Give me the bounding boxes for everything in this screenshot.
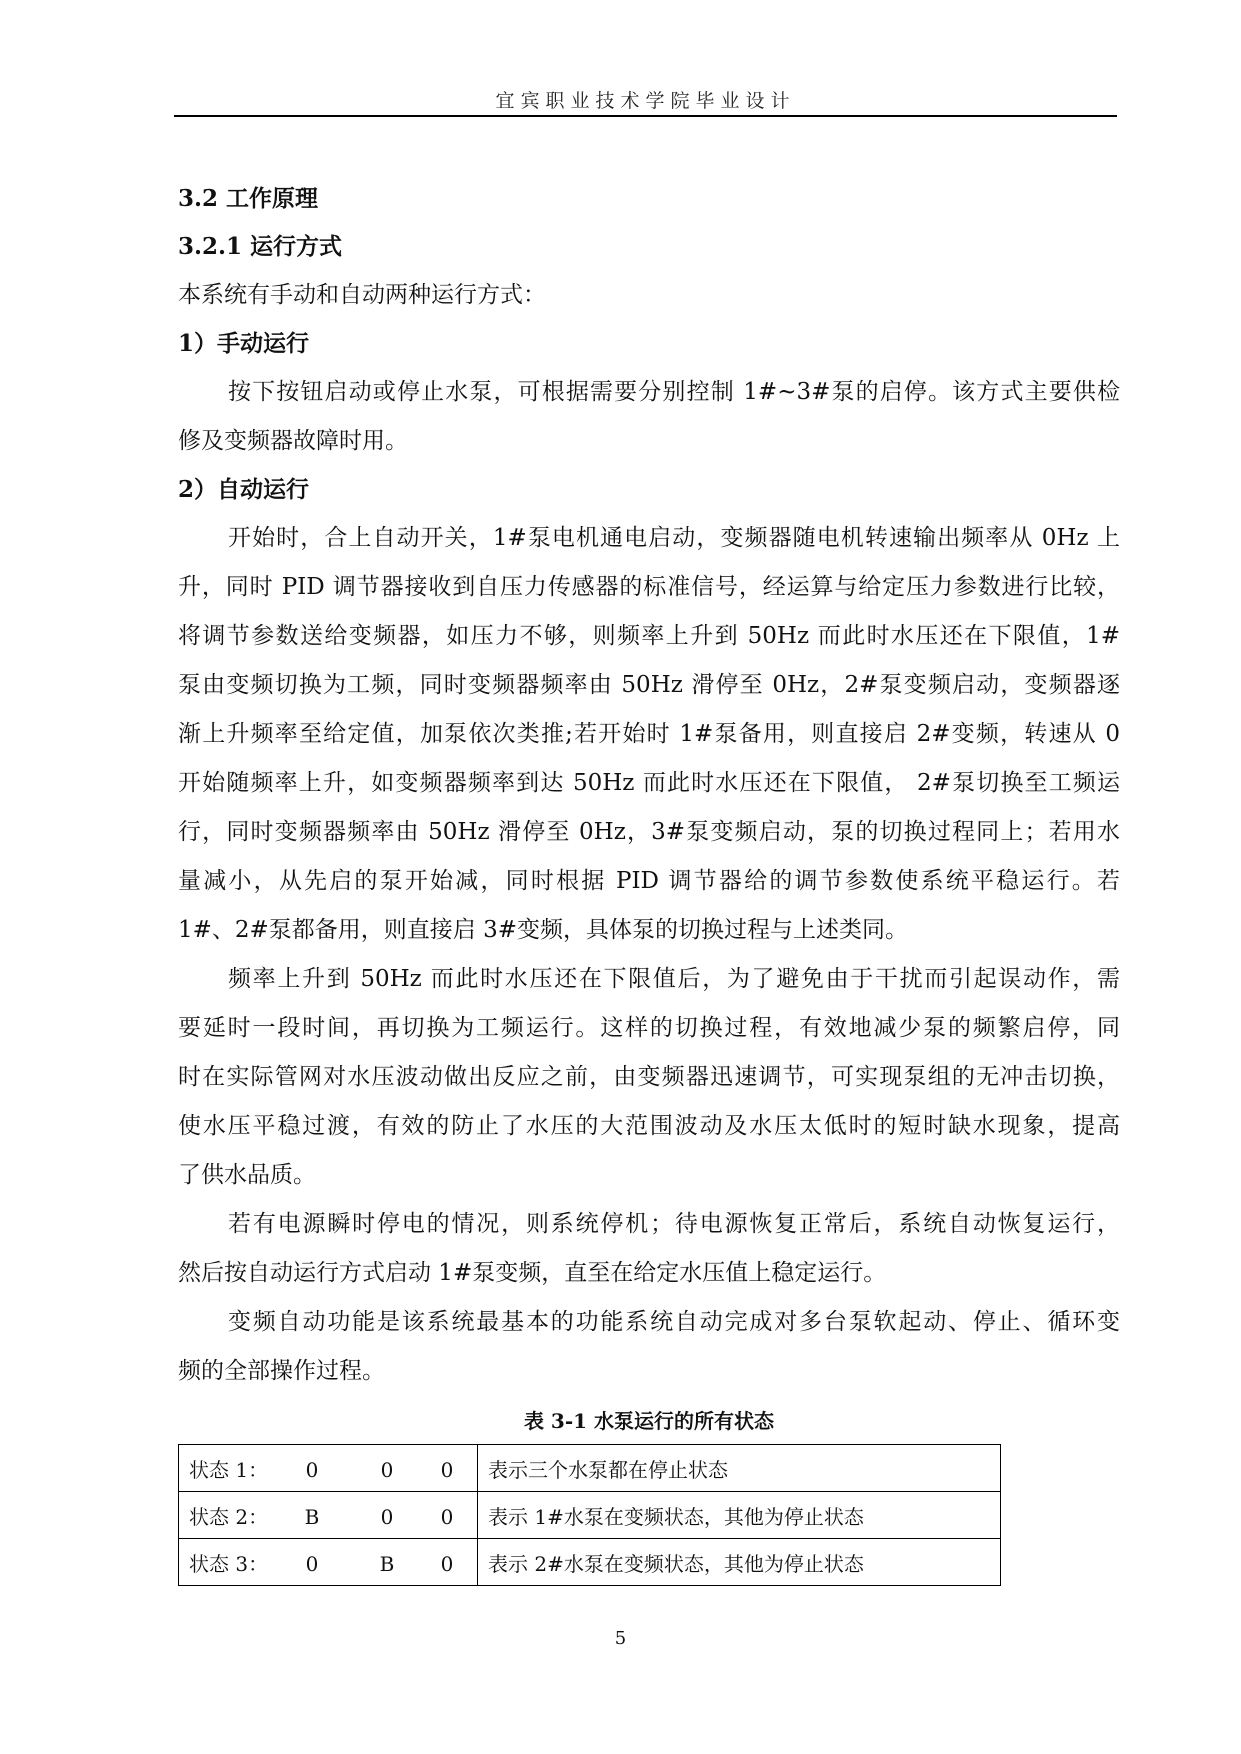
paragraph-line: 渐上升频率至给定值，加泵依次类推;若开始时 1#泵备用，则直接启 2#变频，转速从 0	[178, 721, 1120, 747]
paragraph-line: 将调节参数送给变频器，如压力不够，则频率上升到 50Hz 而此时水压还在下限值，1#	[178, 623, 1120, 649]
state-label: 状态 2：	[189, 1504, 269, 1529]
subsection-heading: 3.2.1 运行方式	[178, 233, 343, 260]
page-number: 5	[614, 1628, 627, 1649]
table-caption: 表 3-1 水泵运行的所有状态	[523, 1409, 775, 1433]
pump2-value: B	[379, 1551, 395, 1576]
page-header: 宜宾职业技术学院毕业设计	[495, 90, 796, 112]
state-description: 表示三个水泵都在停止状态	[478, 1445, 1001, 1492]
paragraph-line: 频的全部操作过程。	[178, 1358, 385, 1384]
table-row	[179, 1539, 1001, 1586]
paragraph-line: 使水压平稳过渡，有效的防止了水压的大范围波动及水压太低时的短时缺水现象，提高	[178, 1113, 1120, 1139]
paragraph-line: 开始随频率上升，如变频器频率到达 50Hz 而此时水压还在下限值， 2#泵切换至工频运	[178, 770, 1120, 796]
paragraph-line: 开始时，合上自动开关，1#泵电机通电启动，变频器随电机转速输出频率从 0Hz 上	[228, 525, 1120, 551]
state-cell	[179, 1445, 478, 1492]
table-row	[179, 1492, 1001, 1539]
paragraph-line: 升，同时 PID 调节器接收到自压力传感器的标准信号，经运算与给定压力参数进行比较，	[178, 574, 1120, 600]
pump3-value: 0	[440, 1504, 454, 1529]
paragraph-line: 按下按钮启动或停止水泵，可根据需要分别控制 1#~3#泵的启停。该方式主要供检	[228, 379, 1120, 405]
pump1-value: 0	[305, 1551, 319, 1576]
paragraph-line: 然后按自动运行方式启动 1#泵变频，直至在给定水压值上稳定运行。	[178, 1260, 887, 1286]
paragraph-line: 了供水品质。	[178, 1162, 316, 1188]
page-body	[178, 175, 1120, 1586]
paragraph-line: 变频自动功能是该系统最基本的功能系统自动完成对多台泵软起动、停止、循环变	[228, 1309, 1120, 1335]
paragraph-line: 行，同时变频器频率由 50Hz 滑停至 0Hz，3#泵变频启动，泵的切换过程同上；若用水	[178, 819, 1120, 845]
paragraph-line: 1#、2#泵都备用，则直接启 3#变频，具体泵的切换过程与上述类同。	[178, 917, 909, 943]
auto-heading: 2）自动运行	[178, 476, 310, 503]
pump1-value: 0	[305, 1457, 319, 1482]
pump-states-table	[178, 1444, 1001, 1586]
pump3-value: 0	[440, 1551, 454, 1576]
paragraph-line: 时在实际管网对水压波动做出反应之前，由变频器迅速调节，可实现泵组的无冲击切换，	[178, 1064, 1120, 1090]
header-rule	[174, 115, 1117, 117]
section-heading: 3.2 工作原理	[178, 185, 319, 212]
state-description: 表示 2#水泵在变频状态，其他为停止状态	[478, 1539, 1001, 1586]
paragraph-line: 要延时一段时间，再切换为工频运行。这样的切换过程，有效地减少泵的频繁启停，同	[178, 1015, 1120, 1041]
table-row	[179, 1445, 1001, 1492]
paragraph-line: 泵由变频切换为工频，同时变频器频率由 50Hz 滑停至 0Hz，2#泵变频启动，变频器逐	[178, 672, 1120, 698]
state-cell	[179, 1539, 478, 1586]
intro-paragraph: 本系统有手动和自动两种运行方式：	[178, 282, 546, 308]
paragraph-line: 量减小，从先启的泵开始减，同时根据 PID 调节器给的调节参数使系统平稳运行。若	[178, 868, 1120, 894]
pump2-value: 0	[380, 1457, 394, 1482]
pump2-value: 0	[380, 1504, 394, 1529]
paragraph-line: 频率上升到 50Hz 而此时水压还在下限值后，为了避免由于干扰而引起误动作，需	[228, 966, 1120, 992]
manual-heading: 1）手动运行	[178, 330, 310, 357]
pump3-value: 0	[440, 1457, 454, 1482]
state-cell	[179, 1492, 478, 1539]
paragraph-line: 修及变频器故障时用。	[178, 428, 408, 454]
pump1-value: B	[304, 1504, 320, 1529]
paragraph-line: 若有电源瞬时停电的情况，则系统停机；待电源恢复正常后，系统自动恢复运行，	[228, 1211, 1120, 1237]
state-label: 状态 1：	[189, 1457, 269, 1482]
state-description: 表示 1#水泵在变频状态，其他为停止状态	[478, 1492, 1001, 1539]
state-label: 状态 3：	[189, 1551, 269, 1576]
